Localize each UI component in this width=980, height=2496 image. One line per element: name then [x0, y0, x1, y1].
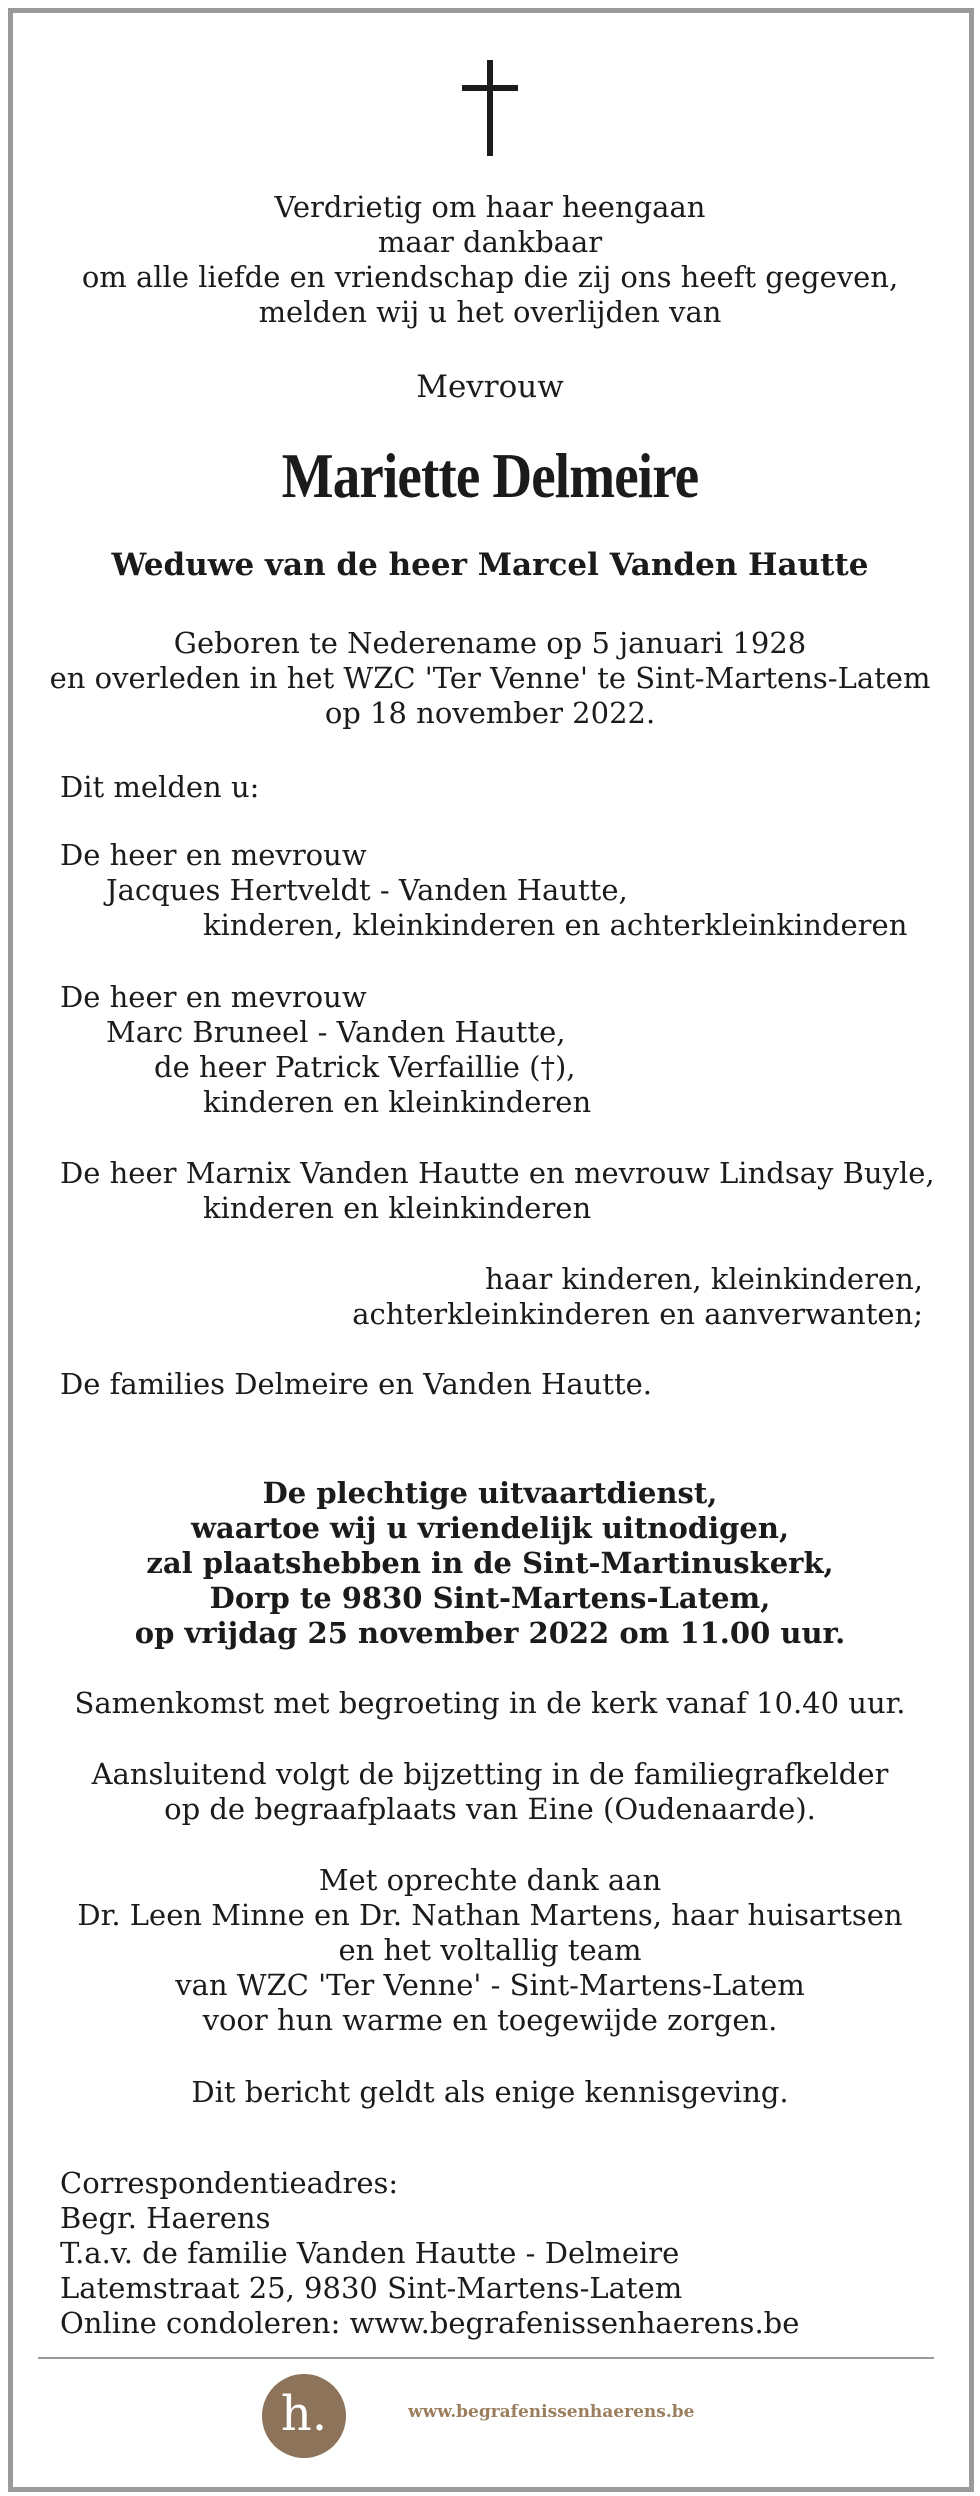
funeral-home-logo — [262, 2374, 346, 2458]
correspondence-line: Latemstraat 25, 9830 Sint-Martens-Latem — [60, 2271, 683, 2305]
intro-line: om alle liefde en vriendschap die zij ons heeft gegeven, — [81, 260, 899, 294]
correspondence-line: Correspondentieadres: — [60, 2166, 399, 2200]
service-line: op vrijdag 25 november 2022 om 11.00 uur. — [134, 1616, 846, 1650]
family-line: de heer Patrick Verfaillie (†), — [154, 1050, 576, 1084]
service-line: waartoe wij u vriendelijk uitnodigen, — [190, 1511, 790, 1545]
family-line: haar kinderen, kleinkinderen, — [485, 1262, 923, 1296]
thanks-line: voor hun warme en toegewijde zorgen. — [202, 2003, 778, 2037]
widow-of: Weduwe van de heer Marcel Vanden Hautte — [111, 547, 869, 583]
salutation: Mevrouw — [416, 369, 564, 405]
family-line: kinderen, kleinkinderen en achterkleinkinderen — [203, 908, 908, 942]
correspondence-line[interactable]: Online condoleren: www.begrafenissenhaerens.be — [60, 2306, 800, 2340]
footer-divider — [38, 2357, 934, 2359]
correspondence-line: Begr. Haerens — [60, 2201, 271, 2235]
logo-letter: h. — [280, 2386, 328, 2442]
gathering-line: Samenkomst met begroeting in de kerk vanaf 10.40 uur. — [74, 1686, 906, 1720]
birth-death-line: Geboren te Nederename op 5 januari 1928 — [173, 626, 807, 660]
family-line: De heer en mevrouw — [60, 980, 367, 1014]
birth-death-line: op 18 november 2022. — [324, 696, 656, 730]
family-line: kinderen en kleinkinderen — [203, 1085, 592, 1119]
cross-icon — [0, 58, 980, 162]
thanks-line: van WZC 'Ter Venne' - Sint-Martens-Latem — [175, 1968, 805, 2002]
correspondence-line: T.a.v. de familie Vanden Hautte - Delmeire — [60, 2236, 680, 2270]
intro-line: Verdrietig om haar heengaan — [274, 190, 706, 224]
family-line: De heer en mevrouw — [60, 838, 367, 872]
intro-line: melden wij u het overlijden van — [258, 295, 722, 329]
family-line: Marc Bruneel - Vanden Hautte, — [106, 1015, 566, 1049]
family-line: Jacques Hertveldt - Vanden Hautte, — [106, 873, 628, 907]
announce-line: Dit melden u: — [60, 770, 260, 804]
intro-line: maar dankbaar — [377, 225, 603, 259]
website-link[interactable]: www.begrafenissenhaerens.be — [408, 2402, 695, 2422]
family-line: De families Delmeire en Vanden Hautte. — [60, 1367, 652, 1401]
birth-death-line: en overleden in het WZC 'Ter Venne' te Sint-Martens-Latem — [49, 661, 931, 695]
service-line: De plechtige uitvaartdienst, — [262, 1476, 718, 1510]
family-line: De heer Marnix Vanden Hautte en mevrouw Lindsay Buyle, — [60, 1156, 935, 1190]
deceased-name: Mariette Delmeire — [281, 440, 699, 511]
family-line: kinderen en kleinkinderen — [203, 1191, 592, 1225]
notice-line: Dit bericht geldt als enige kennisgeving. — [191, 2075, 789, 2109]
thanks-line: Met oprechte dank aan — [318, 1863, 662, 1897]
thanks-line: en het voltallig team — [338, 1933, 642, 1967]
burial-line: Aansluitend volgt de bijzetting in de familiegrafkelder — [91, 1757, 889, 1791]
burial-line: op de begraafplaats van Eine (Oudenaarde). — [164, 1792, 816, 1826]
service-line: Dorp te 9830 Sint-Martens-Latem, — [209, 1581, 771, 1615]
service-line: zal plaatshebben in de Sint-Martinuskerk, — [146, 1546, 834, 1580]
thanks-line: Dr. Leen Minne en Dr. Nathan Martens, haar huisartsen — [77, 1898, 903, 1932]
family-line: achterkleinkinderen en aanverwanten; — [352, 1297, 923, 1331]
